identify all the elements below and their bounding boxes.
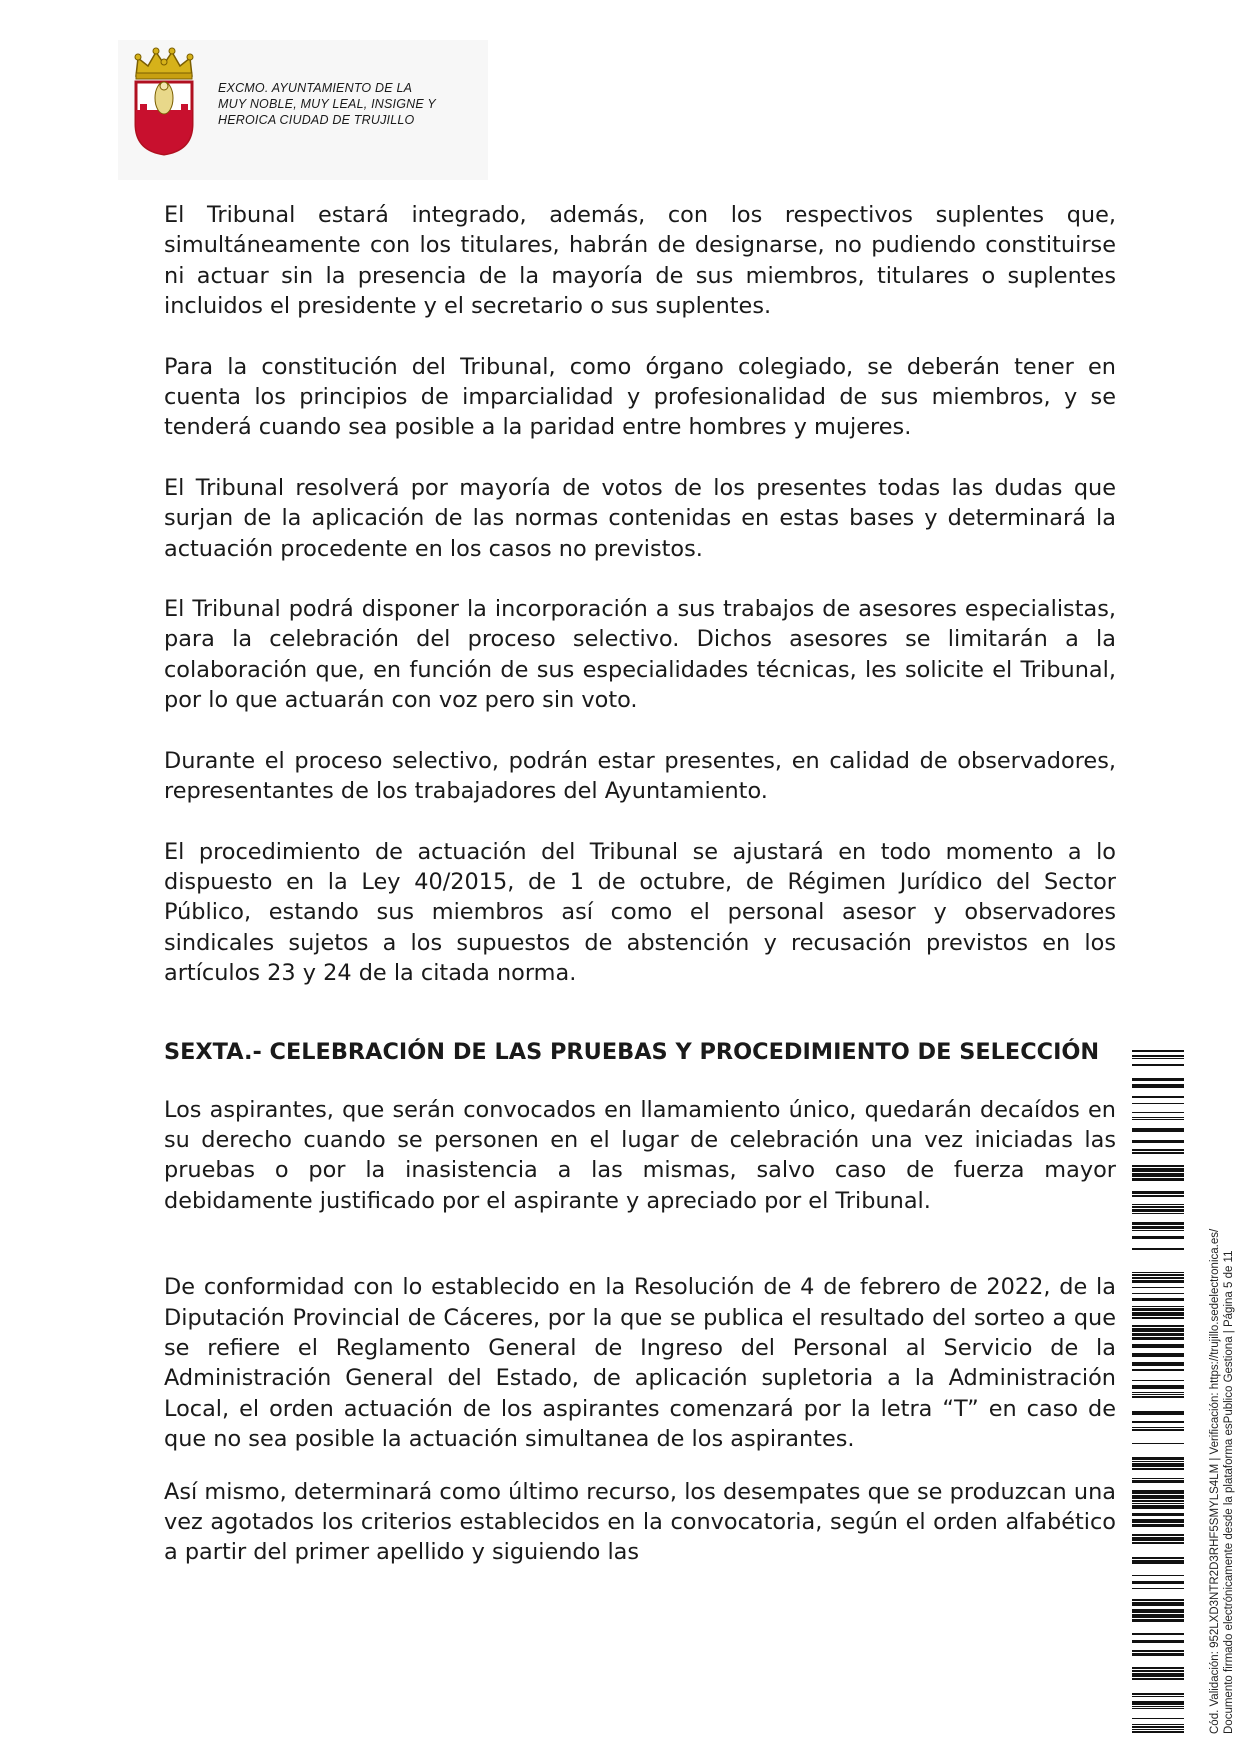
verification-footer — [1208, 1034, 1236, 1734]
paragraph-8: De conformidad con lo establecido en la Resolución de 4 de febrero de 2022, de la Diputación Provincial de Cáceres, por la que se publica el resultado del sorteo a que se refiere el Reglamento General de Ingreso del Personal al Servicio de la Administración General del Estado, de aplicación supletoria a la Administración Local, el orden actuación de los aspirantes comenzará por la letra “T” en caso de que no sea posible la actuación simultanea de los aspirantes. — [164, 1274, 1116, 1453]
paragraph-6: El procedimiento de actuación del Tribunal se ajustará en todo momento a lo dispuesto en la Ley 40/2015, de 1 de octubre, de Régimen Jurídico del Sector Público, estando sus miembros así como el personal asesor y observadores sindicales sujetos a los supuestos de abstención y recusación previstos en los artículos 23 y 24 de la citada norma. — [164, 838, 1116, 987]
signature-platform: Documento firmado electrónicamente desde la plataforma esPublico Gestiona | Página 5 de 11 — [1223, 1250, 1235, 1734]
section-heading: SEXTA.- CELEBRACIÓN DE LAS PRUEBAS Y PROCEDIMIENTO DE SELECCIÓN — [164, 1038, 1100, 1065]
paragraph-4: El Tribunal podrá disponer la incorporación a sus trabajos de asesores especialistas, para la celebración del proceso selectivo. Dichos asesores se limitarán a la colaboración que, en función de sus especialidades técnicas, les solicite el Tribunal, por lo que actuarán con voz pero sin voto. — [164, 596, 1116, 714]
paragraph-7: Los aspirantes, que serán convocados en llamamiento único, quedarán decaídos en su derecho cuando se personen en el lugar de celebración una vez iniciadas las pruebas o por la inasistencia a las mismas, salvo caso de fuerza mayor debidamente justificado por el aspirante y apreciado por el Tribunal. — [164, 1096, 1116, 1214]
paragraph-1: El Tribunal estará integrado, además, con los respectivos suplentes que, simultáneamente con los titulares, habrán de designarse, no pudiendo constituirse ni actuar sin la presencia de la mayoría de sus miembros, titulares o suplentes incluidos el presidente y el secretario o sus suplentes. — [164, 202, 1116, 320]
municipal-crest-icon — [128, 46, 200, 156]
verification-code: Cód. Validación: 952LXD3NTR2D3RHF5SMYLS4LM | Verificación: https://trujillo.sedelectronica.es/ — [1209, 1228, 1221, 1734]
paragraph-3: El Tribunal resolverá por mayoría de votos de los presentes todas las dudas que surjan de la aplicación de las normas contenidas en estas bases y determinará la actuación procedente en los casos no previstos. — [164, 474, 1116, 562]
paragraph-5: Durante el proceso selectivo, podrán estar presentes, en calidad de observadores, representantes de los trabajadores del Ayuntamiento. — [164, 747, 1116, 805]
letterhead-line-2: MUY NOBLE, MUY LEAL, INSIGNE Y — [218, 97, 436, 111]
document-body — [164, 200, 1116, 1568]
paragraph-9: Así mismo, determinará como último recurso, los desempates que se produzcan una vez agotados los criterios establecidos en la convocatoria, según el orden alfabético a partir del primer apellido y siguiendo las — [164, 1478, 1116, 1566]
paragraph-2: Para la constitución del Tribunal, como órgano colegiado, se deberán tener en cuenta los principios de imparcialidad y profesionalidad de sus miembros, y se tenderá cuando sea posible a la paridad entre hombres y mujeres. — [164, 353, 1116, 441]
letterhead — [118, 40, 488, 180]
letterhead-line-3: HEROICA CIUDAD DE TRUJILLO — [218, 113, 415, 127]
letterhead-line-1: EXCMO. AYUNTAMIENTO DE LA — [218, 81, 413, 95]
municipality-name — [218, 80, 436, 128]
barcode-icon — [1132, 1050, 1184, 1735]
